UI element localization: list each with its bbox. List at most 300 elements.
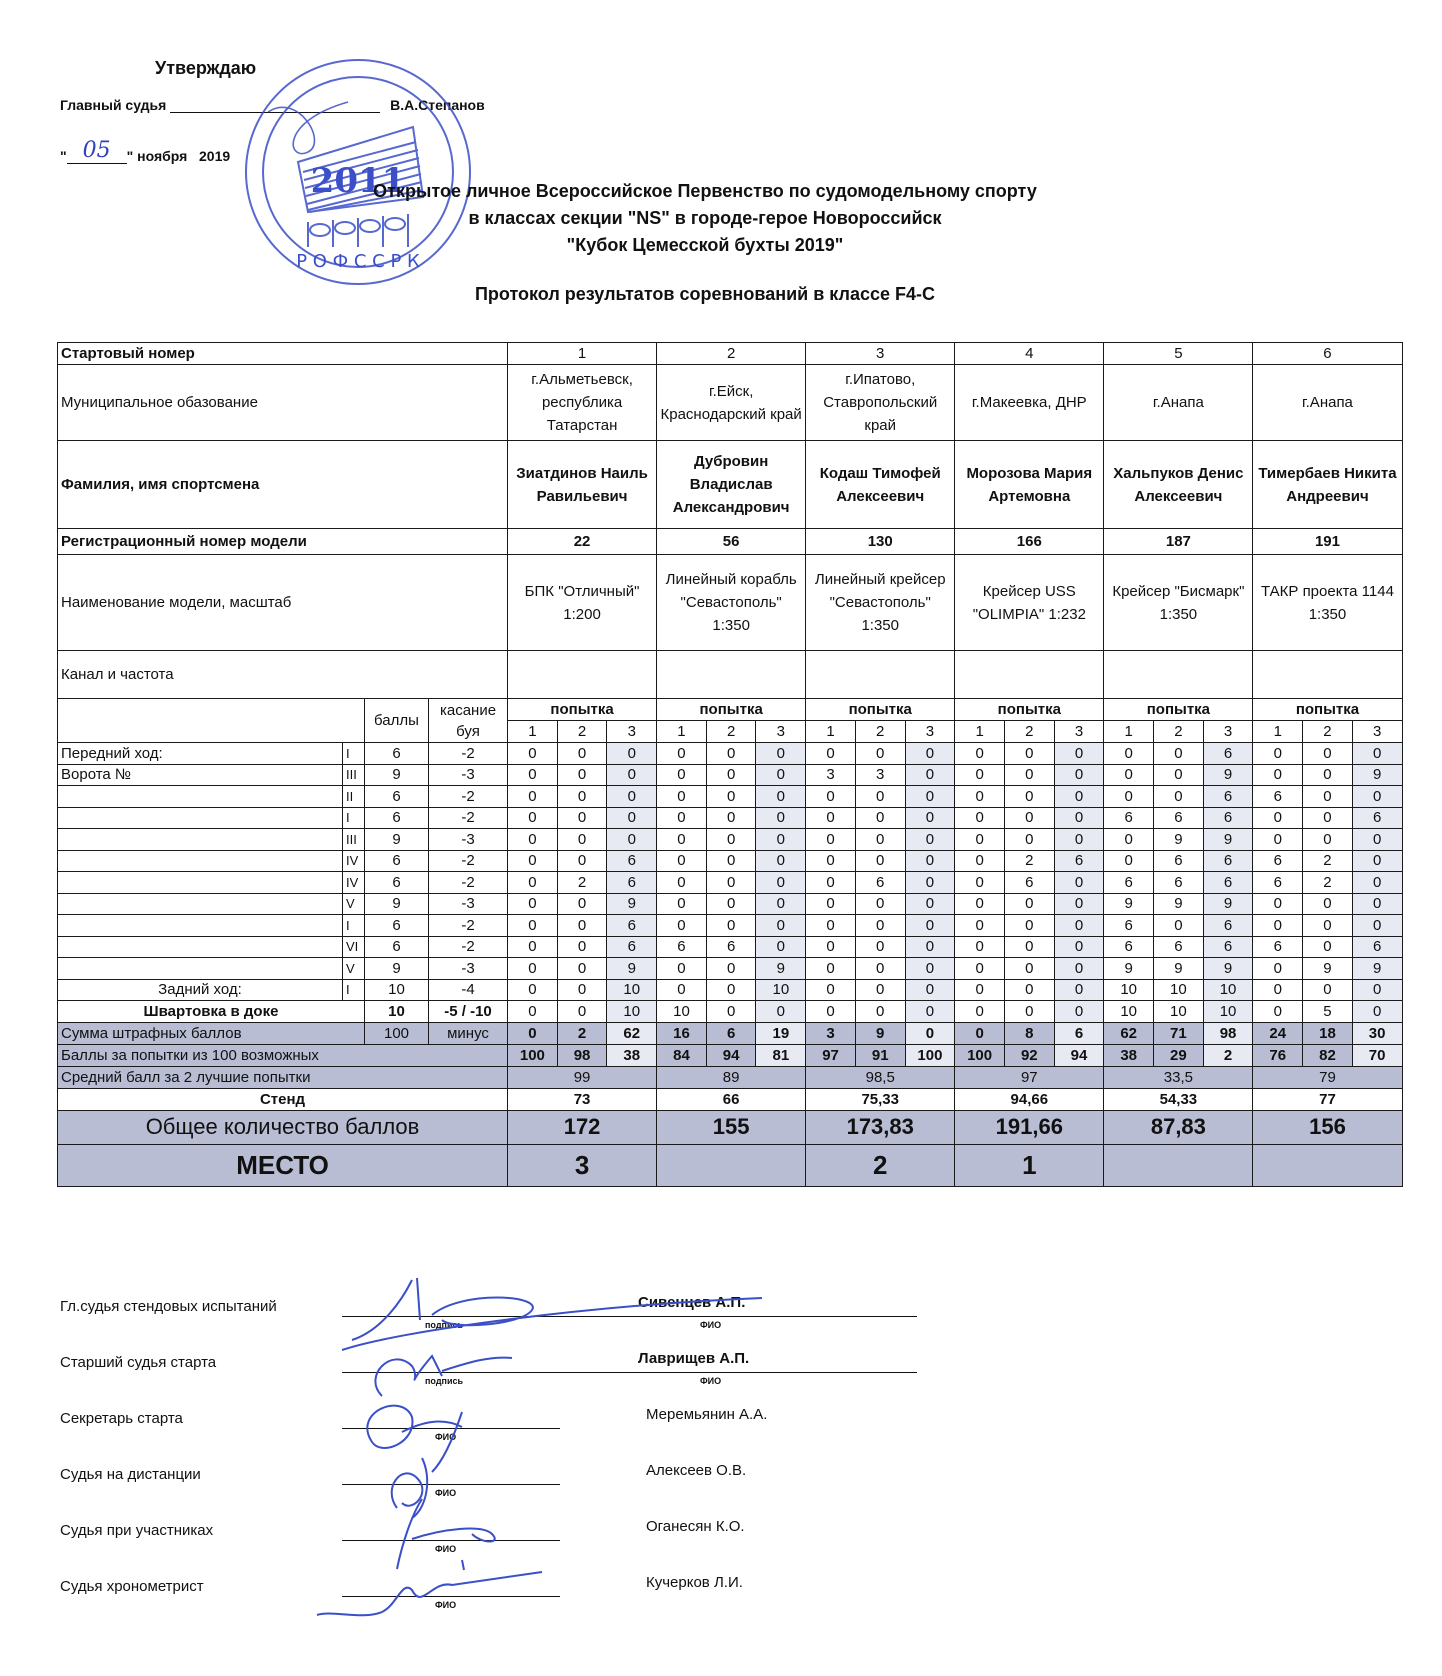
gate-attempt-value: 0: [756, 850, 806, 872]
gate-attempt-value: 0: [706, 743, 756, 765]
gate-attempt-value: 6: [607, 872, 657, 894]
gate-attempt-value: 2: [1303, 872, 1353, 894]
gate-number: II: [343, 786, 365, 808]
gate-attempt-value: 6: [1253, 786, 1303, 808]
reg-number-value: 166: [955, 529, 1104, 555]
gate-row-label: Ворота №: [58, 764, 343, 786]
gate-attempt-value: 0: [1054, 764, 1104, 786]
attempt-score-value: 38: [1104, 1044, 1154, 1066]
penalty-sum-value: 3: [806, 1022, 856, 1044]
gate-attempt-value: 0: [756, 829, 806, 851]
attempt-number: 2: [1154, 721, 1204, 743]
gate-attempt-value: 0: [1004, 786, 1054, 808]
penalty-sum-value: 16: [657, 1022, 707, 1044]
gate-attempt-value: 0: [905, 936, 955, 958]
avg-best-value: 79: [1253, 1066, 1402, 1088]
gate-attempt-value: 0: [1154, 915, 1204, 937]
gate-attempt-value: 0: [657, 872, 707, 894]
docking-attempt-value: 0: [855, 1001, 905, 1023]
gate-attempt-value: 0: [657, 764, 707, 786]
signature-role: Судья при участниках: [60, 1522, 214, 1539]
gate-attempt-value: 0: [1004, 936, 1054, 958]
gate-attempt-value: 0: [855, 807, 905, 829]
gate-row-label: Передний ход:: [58, 743, 343, 765]
signatory-name: Меремьянин А.А.: [646, 1406, 768, 1423]
municipality-value: г.Макеевка, ДНР: [955, 365, 1104, 441]
gate-number: I: [343, 915, 365, 937]
signature-row: [60, 1570, 960, 1610]
gate-attempt-value: 0: [905, 915, 955, 937]
place-value: 2: [806, 1144, 955, 1186]
gate-points: 9: [365, 764, 429, 786]
gate-row-label: [58, 936, 343, 958]
gate-attempt-value: 10: [1104, 979, 1154, 1001]
attempt-group-header: попытка: [806, 699, 955, 721]
gate-attempt-value: 0: [508, 786, 558, 808]
stand-value: 73: [508, 1088, 657, 1110]
gate-buoy-penalty: -3: [429, 958, 508, 980]
gate-attempt-value: 0: [855, 829, 905, 851]
gate-attempt-value: 0: [557, 829, 607, 851]
gate-attempt-value: 0: [508, 958, 558, 980]
gate-attempt-value: 0: [1104, 850, 1154, 872]
gate-attempt-value: 0: [756, 764, 806, 786]
gate-attempt-value: 0: [1054, 893, 1104, 915]
docking-buoy-penalty: -5 / -10: [429, 1001, 508, 1023]
gate-attempt-value: 0: [756, 893, 806, 915]
attempt-score-value: 2: [1203, 1044, 1253, 1066]
name-caption: ФИО: [700, 1376, 722, 1386]
gate-attempt-value: 0: [1352, 829, 1402, 851]
gate-attempt-value: 0: [657, 893, 707, 915]
stamp-year: 2011: [310, 161, 406, 201]
penalty-sum-value: 71: [1154, 1022, 1204, 1044]
gate-row-label: [58, 958, 343, 980]
docking-attempt-value: 0: [806, 1001, 856, 1023]
start-number-value: 2: [657, 343, 806, 365]
penalty-sum-value: 8: [1004, 1022, 1054, 1044]
stand-value: 94,66: [955, 1088, 1104, 1110]
attempt-score-value: 76: [1253, 1044, 1303, 1066]
attempt-number: 2: [706, 721, 756, 743]
gate-attempt-value: 0: [557, 915, 607, 937]
place-value: [1253, 1144, 1402, 1186]
gate-attempt-value: 0: [1054, 958, 1104, 980]
gate-attempt-value: 0: [657, 958, 707, 980]
gate-row: [58, 764, 1403, 786]
gate-attempt-value: 0: [1104, 743, 1154, 765]
gate-attempt-value: 6: [1203, 936, 1253, 958]
attempt-number: 1: [806, 721, 856, 743]
stamp-org: Р О Ф С С Р К: [296, 251, 420, 272]
total-label: Общее количество баллов: [58, 1110, 508, 1144]
place-label: МЕСТО: [58, 1144, 508, 1186]
signature-role: Старший судья старта: [60, 1354, 217, 1371]
gate-attempt-value: 0: [756, 807, 806, 829]
gate-points: 6: [365, 743, 429, 765]
attempt-score-value: 100: [508, 1044, 558, 1066]
attempt-number: 1: [1104, 721, 1154, 743]
protocol-title: Протокол результатов соревнований в классе F4-C: [474, 284, 936, 304]
gate-attempt-value: 0: [1253, 915, 1303, 937]
penalty-sum-points: 100: [365, 1022, 429, 1044]
competition-heading: [230, 178, 1180, 259]
total-value: 87,83: [1104, 1110, 1253, 1144]
penalty-sum-value: 9: [855, 1022, 905, 1044]
attempt-number: 3: [1054, 721, 1104, 743]
avg-best-value: 89: [657, 1066, 806, 1088]
gate-attempt-value: 0: [1253, 979, 1303, 1001]
penalty-sum-value: 62: [1104, 1022, 1154, 1044]
gate-points: 6: [365, 936, 429, 958]
gate-attempt-value: 9: [1154, 829, 1204, 851]
gate-attempt-value: 0: [706, 829, 756, 851]
reg-number-label: Регистрационный номер модели: [58, 529, 508, 555]
stand-row: [58, 1088, 1403, 1110]
stand-value: 77: [1253, 1088, 1402, 1110]
gate-attempt-value: 6: [1352, 807, 1402, 829]
gate-attempt-value: 10: [756, 979, 806, 1001]
channel-frequency-value: [955, 651, 1104, 699]
gate-attempt-value: 6: [1104, 936, 1154, 958]
gate-row: [58, 807, 1403, 829]
gate-attempt-value: 0: [557, 893, 607, 915]
penalty-sum-label: Сумма штрафных баллов: [58, 1022, 365, 1044]
gate-attempt-value: 3: [855, 764, 905, 786]
gate-attempt-value: 0: [756, 743, 806, 765]
gate-attempt-value: 6: [1104, 872, 1154, 894]
gate-points: 9: [365, 958, 429, 980]
gate-attempt-value: 0: [557, 807, 607, 829]
start-number-value: 3: [806, 343, 955, 365]
gate-attempt-value: 0: [1004, 893, 1054, 915]
gate-attempt-value: 0: [1253, 743, 1303, 765]
attempt-number: 2: [557, 721, 607, 743]
gate-attempt-value: 9: [1203, 893, 1253, 915]
gate-attempt-value: 0: [557, 979, 607, 1001]
gate-attempt-value: 0: [806, 872, 856, 894]
penalty-sum-value: 19: [756, 1022, 806, 1044]
gate-attempt-value: 0: [1154, 786, 1204, 808]
gate-attempt-value: 0: [557, 958, 607, 980]
gate-attempt-value: 0: [955, 850, 1005, 872]
gate-attempt-value: 6: [1203, 850, 1253, 872]
gate-attempt-value: 6: [1253, 850, 1303, 872]
place-value: 1: [955, 1144, 1104, 1186]
signatory-name: Оганесян К.О.: [646, 1518, 745, 1535]
gate-attempt-value: 0: [1352, 872, 1402, 894]
attempt-score-value: 100: [905, 1044, 955, 1066]
stand-value: 75,33: [806, 1088, 955, 1110]
gate-attempt-value: 0: [855, 743, 905, 765]
gate-attempt-value: 0: [756, 915, 806, 937]
signature-caption: подпись: [425, 1320, 464, 1330]
penalty-sum-value: 30: [1352, 1022, 1402, 1044]
signature-role: Судья хронометрист: [60, 1578, 204, 1595]
gate-attempt-value: 0: [1352, 915, 1402, 937]
gate-number: V: [343, 958, 365, 980]
docking-attempt-value: 0: [905, 1001, 955, 1023]
signature-role: Гл.судья стендовых испытаний: [60, 1298, 277, 1315]
attempt-score-value: 94: [1054, 1044, 1104, 1066]
penalty-sum-row: [58, 1022, 1403, 1044]
gate-attempt-value: 0: [1253, 764, 1303, 786]
docking-attempt-value: 10: [1104, 1001, 1154, 1023]
signature-role: Секретарь старта: [60, 1410, 183, 1427]
penalty-sum-value: 24: [1253, 1022, 1303, 1044]
model-name-value: Крейсер "Бисмарк" 1:350: [1104, 555, 1253, 651]
gate-attempt-value: 0: [855, 893, 905, 915]
stand-value: 54,33: [1104, 1088, 1253, 1110]
gate-attempt-value: 0: [1004, 958, 1054, 980]
gate-attempt-value: 0: [955, 807, 1005, 829]
gate-attempt-value: 0: [1054, 743, 1104, 765]
gate-buoy-penalty: -4: [429, 979, 508, 1001]
gate-attempt-value: 0: [1054, 872, 1104, 894]
gate-attempt-value: 3: [806, 764, 856, 786]
attempt-group-header: попытка: [508, 699, 657, 721]
gate-attempt-value: 0: [706, 786, 756, 808]
gate-attempt-value: 0: [1352, 850, 1402, 872]
gate-points: 9: [365, 893, 429, 915]
gate-attempt-value: 6: [1203, 915, 1253, 937]
gate-attempt-value: 0: [607, 743, 657, 765]
attempt-group-header: попытка: [955, 699, 1104, 721]
channel-frequency-value: [806, 651, 955, 699]
gate-number: V: [343, 893, 365, 915]
avg-best-value: 97: [955, 1066, 1104, 1088]
gate-attempt-value: 6: [1154, 807, 1204, 829]
signature-caption: ФИО: [435, 1488, 457, 1498]
gate-attempt-value: 6: [1253, 872, 1303, 894]
penalty-sum-value: 0: [508, 1022, 558, 1044]
attempt-group-header: попытка: [1104, 699, 1253, 721]
gate-attempt-value: 0: [756, 786, 806, 808]
gate-attempt-value: 0: [1253, 807, 1303, 829]
gate-buoy-penalty: -2: [429, 872, 508, 894]
gate-attempt-value: 0: [607, 764, 657, 786]
docking-attempt-value: 0: [1253, 1001, 1303, 1023]
channel-frequency-value: [657, 651, 806, 699]
gate-attempt-value: 0: [508, 893, 558, 915]
attempt-score-value: 38: [607, 1044, 657, 1066]
total-value: 156: [1253, 1110, 1402, 1144]
gate-attempt-value: 6: [1104, 807, 1154, 829]
attempt-number: 2: [855, 721, 905, 743]
gate-attempt-value: 0: [657, 850, 707, 872]
start-number-value: 1: [508, 343, 657, 365]
gate-attempt-value: 0: [955, 936, 1005, 958]
docking-label: Швартовка в доке: [58, 1001, 365, 1023]
gate-attempt-value: 9: [1203, 958, 1253, 980]
gate-attempt-value: 6: [657, 936, 707, 958]
gate-buoy-penalty: -2: [429, 807, 508, 829]
attempt-number: 3: [905, 721, 955, 743]
signatory-name: Алексеев О.В.: [646, 1462, 747, 1479]
gate-attempt-value: 0: [806, 936, 856, 958]
signatory-name: Сивенцев А.П.: [638, 1294, 746, 1311]
gate-attempt-value: 0: [657, 743, 707, 765]
penalty-sum-value: 6: [1054, 1022, 1104, 1044]
chief-judge-name: В.А.Степанов: [390, 97, 485, 113]
athlete-name-value: Зиатдинов Наиль Равильевич: [508, 441, 657, 529]
gate-attempt-value: 0: [508, 764, 558, 786]
docking-attempt-value: 10: [1203, 1001, 1253, 1023]
gate-attempt-value: 0: [955, 764, 1005, 786]
attempt-score-value: 82: [1303, 1044, 1353, 1066]
gate-attempt-value: 0: [706, 850, 756, 872]
gate-attempt-value: 0: [557, 936, 607, 958]
gate-attempt-value: 0: [855, 958, 905, 980]
total-value: 191,66: [955, 1110, 1104, 1144]
municipality-value: г.Альметьевск, республика Татарстан: [508, 365, 657, 441]
gate-attempt-value: 0: [806, 979, 856, 1001]
gate-attempt-value: 0: [1303, 936, 1353, 958]
gate-attempt-value: 0: [1054, 979, 1104, 1001]
gate-number: III: [343, 829, 365, 851]
gate-attempt-value: 0: [806, 915, 856, 937]
date-quote: ": [60, 148, 67, 164]
gate-attempt-value: 6: [1154, 872, 1204, 894]
athlete-name-value: Кодаш Тимофей Алексеевич: [806, 441, 955, 529]
gate-points: 6: [365, 915, 429, 937]
date-month-year: " ноября 2019: [126, 148, 231, 164]
gate-attempt-value: 0: [905, 743, 955, 765]
model-name-value: БПК "Отличный" 1:200: [508, 555, 657, 651]
channel-frequency-row: [58, 651, 1403, 699]
gate-attempt-value: 10: [1203, 979, 1253, 1001]
gate-attempt-value: 0: [1054, 915, 1104, 937]
gate-attempt-value: 10: [1154, 979, 1204, 1001]
gate-attempt-value: 6: [1054, 850, 1104, 872]
gate-attempt-value: 0: [1054, 786, 1104, 808]
gate-number: III: [343, 764, 365, 786]
gate-attempt-value: 0: [607, 829, 657, 851]
gate-attempt-value: 0: [905, 786, 955, 808]
gate-buoy-penalty: -3: [429, 893, 508, 915]
model-name-row: [58, 555, 1403, 651]
docking-attempt-value: 0: [508, 1001, 558, 1023]
attempt-number: 2: [1004, 721, 1054, 743]
gate-attempt-value: 0: [706, 764, 756, 786]
docking-attempt-value: 0: [1352, 1001, 1402, 1023]
gate-row-label: [58, 915, 343, 937]
attempt-group-header: попытка: [657, 699, 806, 721]
docking-attempt-value: 5: [1303, 1001, 1353, 1023]
gate-attempt-value: 0: [508, 979, 558, 1001]
signature-caption: подпись: [425, 1376, 464, 1386]
place-value: [1104, 1144, 1253, 1186]
gate-row-label: [58, 807, 343, 829]
avg-best-label: Средний балл за 2 лучшие попытки: [58, 1066, 508, 1088]
attempt-number: 1: [1253, 721, 1303, 743]
gate-buoy-penalty: -3: [429, 829, 508, 851]
gate-attempt-value: 0: [855, 786, 905, 808]
attempt-number: 2: [1303, 721, 1353, 743]
docking-attempt-value: 0: [1004, 1001, 1054, 1023]
gate-attempt-value: 0: [1004, 829, 1054, 851]
gate-attempt-value: 0: [706, 915, 756, 937]
start-number-value: 5: [1104, 343, 1253, 365]
gate-attempt-value: 0: [1303, 764, 1353, 786]
gate-attempt-value: 0: [806, 850, 856, 872]
gate-attempt-value: 6: [1352, 936, 1402, 958]
gate-attempt-value: 0: [756, 936, 806, 958]
attempt-score-value: 92: [1004, 1044, 1054, 1066]
start-number-label: Стартовый номер: [58, 343, 508, 365]
penalty-sum-value: 18: [1303, 1022, 1353, 1044]
gate-attempt-value: 0: [905, 958, 955, 980]
gate-attempt-value: 0: [1054, 936, 1104, 958]
gate-attempt-value: 6: [1004, 872, 1054, 894]
penalty-sum-value: 0: [905, 1022, 955, 1044]
penalty-sum-value: 98: [1203, 1022, 1253, 1044]
gate-attempt-value: 2: [557, 872, 607, 894]
athlete-name-label: Фамилия, имя спортсмена: [58, 441, 508, 529]
gate-attempt-value: 9: [1352, 764, 1402, 786]
stand-value: 66: [657, 1088, 806, 1110]
municipality-value: г.Анапа: [1104, 365, 1253, 441]
gate-attempt-value: 0: [1154, 743, 1204, 765]
gate-points: 6: [365, 786, 429, 808]
reg-number-value: 130: [806, 529, 955, 555]
place-value: 3: [508, 1144, 657, 1186]
attempt-score-value: 84: [657, 1044, 707, 1066]
gate-buoy-penalty: -3: [429, 764, 508, 786]
gate-attempt-value: 0: [806, 807, 856, 829]
gate-attempt-value: 0: [706, 807, 756, 829]
gate-attempt-value: 0: [1004, 743, 1054, 765]
gate-attempt-value: 6: [607, 915, 657, 937]
name-caption: ФИО: [700, 1320, 722, 1330]
gate-attempt-value: 0: [657, 807, 707, 829]
gate-attempt-value: 9: [607, 958, 657, 980]
gate-attempt-value: 0: [1004, 915, 1054, 937]
gate-row: [58, 936, 1403, 958]
buoy-column-header: касание буя: [429, 699, 508, 743]
attempt-group-header: попытка: [1253, 699, 1402, 721]
attempt-number: 3: [756, 721, 806, 743]
docking-attempt-value: 0: [756, 1001, 806, 1023]
gate-attempt-value: 0: [1104, 786, 1154, 808]
gate-attempt-value: 0: [806, 786, 856, 808]
gate-row-label: [58, 893, 343, 915]
gate-row-label: [58, 872, 343, 894]
docking-attempt-value: 0: [706, 1001, 756, 1023]
athlete-name-row: [58, 441, 1403, 529]
gate-attempt-value: 0: [1303, 893, 1353, 915]
gate-number: I: [343, 743, 365, 765]
gate-points: 6: [365, 872, 429, 894]
gate-attempt-value: 0: [955, 915, 1005, 937]
docking-attempt-value: 10: [607, 1001, 657, 1023]
attempt-score-value: 81: [756, 1044, 806, 1066]
gate-attempt-value: 0: [557, 850, 607, 872]
channel-frequency-value: [1104, 651, 1253, 699]
gate-number: IV: [343, 872, 365, 894]
gate-points: 6: [365, 850, 429, 872]
reg-number-row: [58, 529, 1403, 555]
signature-caption: ФИО: [435, 1600, 457, 1610]
gate-buoy-penalty: -2: [429, 850, 508, 872]
gate-attempt-value: 0: [1054, 829, 1104, 851]
model-name-value: Линейный крейсер "Севастополь" 1:350: [806, 555, 955, 651]
signature-caption: ФИО: [435, 1544, 457, 1554]
penalty-sum-value: 0: [955, 1022, 1005, 1044]
gate-attempt-value: 6: [607, 936, 657, 958]
gate-attempt-value: 0: [508, 829, 558, 851]
attempt-score-value: 91: [855, 1044, 905, 1066]
